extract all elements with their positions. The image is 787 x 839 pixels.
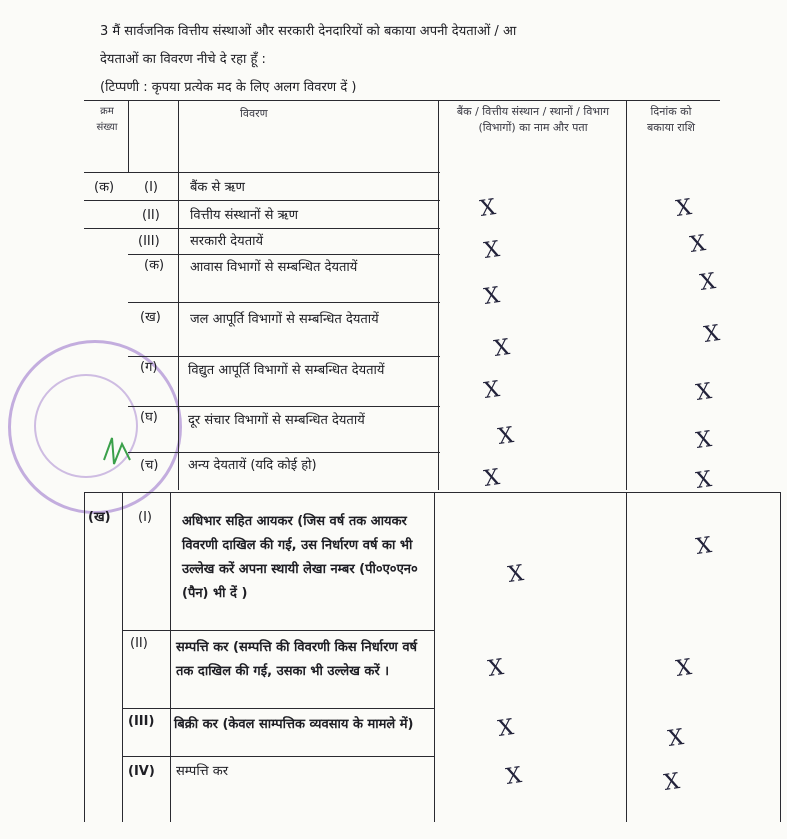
row-2-desc: वित्तीय संस्थानों से ऋण bbox=[190, 208, 298, 223]
intro-line-2: देयताओं का विवरण नीचे दे रहा हूँ : bbox=[100, 52, 266, 67]
row-9-bank-mark: X bbox=[506, 561, 526, 588]
row-12-desc: सम्पत्ति कर bbox=[176, 764, 229, 779]
row-11-desc: बिक्री कर (केवल साम्पत्तिक व्यवसाय के मामले में) bbox=[174, 717, 414, 732]
row-6-amount-mark: X bbox=[694, 379, 714, 406]
row-4-bank-mark: X bbox=[482, 283, 502, 310]
row-10-sub: (II) bbox=[130, 636, 148, 651]
row-11-bank-mark: X bbox=[496, 715, 516, 742]
row-3-desc: सरकारी देयतायें bbox=[190, 234, 264, 249]
row-1-amount-mark: X bbox=[674, 195, 694, 222]
row-2-sub: (II) bbox=[142, 208, 160, 223]
row-6-sub: (ग) bbox=[140, 360, 158, 375]
row-1-bank-mark: X bbox=[478, 195, 498, 222]
row-11-amount-mark: X bbox=[666, 725, 686, 752]
row-group-ka: (क) bbox=[94, 180, 115, 195]
row-5-sub: (ख) bbox=[140, 310, 161, 325]
row-8-desc: अन्य देयतायें (यदि कोई हो) bbox=[188, 458, 317, 473]
header-bank-institution: बैंक / वित्तीय संस्थान / स्थानों / विभाग (विभागों) का नाम और पता bbox=[456, 105, 610, 134]
row-1-sub: (I) bbox=[144, 180, 158, 195]
row-4-amount-mark: X bbox=[702, 321, 722, 348]
row-7-bank-mark: X bbox=[496, 423, 516, 450]
row-group-kha: (ख) bbox=[88, 510, 111, 525]
row-4-desc: आवास विभागों से सम्बन्धित देयतायें bbox=[190, 260, 358, 275]
row-12-bank-mark: X bbox=[504, 763, 524, 790]
header-serial-number: क्रम संख्या bbox=[96, 106, 118, 133]
row-7-desc: दूर संचार विभागों से सम्बन्धित देयतायें bbox=[188, 413, 365, 428]
row-3-amount-mark: X bbox=[698, 269, 718, 296]
intro-line-1: 3 मैं सार्वजनिक वित्तीय संस्थाओं और सरकारी देनदारियों को बकाया अपनी देयताओं / आ bbox=[100, 24, 517, 39]
row-9-sub: (I) bbox=[138, 510, 152, 525]
row-12-sub: (IV) bbox=[128, 764, 155, 779]
row-9-amount-mark: X bbox=[694, 533, 714, 560]
signature-mark bbox=[100, 430, 140, 470]
row-8-sub: (च) bbox=[140, 458, 159, 473]
intro-note: (टिप्पणी : कृपया प्रत्येक मद के लिए अलग विवरण दें ) bbox=[100, 80, 357, 95]
row-7-sub: (घ) bbox=[140, 410, 158, 425]
row-11-sub: (III) bbox=[128, 714, 155, 729]
row-5-bank-mark: X bbox=[492, 335, 512, 362]
row-10-amount-mark: X bbox=[674, 655, 694, 682]
row-10-bank-mark: X bbox=[486, 655, 506, 682]
row-1-desc: बैंक से ऋण bbox=[190, 180, 245, 195]
row-9-desc: अधिभार सहित आयकर (जिस वर्ष तक आयकर विवरणी दाखिल की गई, उस निर्धारण वर्ष का भी उल्लेख करें अपना स्थायी लेखा नम्बर (पी०ए०एन० (पैन) भी दें ) bbox=[182, 514, 418, 601]
row-10-desc: सम्पत्ति कर (सम्पत्ति की विवरणी किस निर्धारण वर्ष तक दाखिल की गई, उसका भी उल्लेख करें । bbox=[176, 640, 418, 679]
row-6-bank-mark: X bbox=[482, 377, 502, 404]
header-outstanding-amount: दिनांक को बकाया राशि bbox=[647, 105, 695, 134]
row-5-desc: जल आपूर्ति विभागों से सम्बन्धित देयतायें bbox=[190, 312, 379, 327]
row-3-sub: (III) bbox=[138, 234, 160, 249]
row-4-sub: (क) bbox=[144, 258, 165, 273]
row-8-amount-mark: X bbox=[694, 467, 714, 494]
row-3-bank-mark: X bbox=[482, 237, 502, 264]
row-12-amount-mark: X bbox=[662, 769, 682, 796]
row-7-amount-mark: X bbox=[694, 427, 714, 454]
row-6-desc: विद्युत आपूर्ति विभागों से सम्बन्धित देयतायें bbox=[188, 363, 385, 378]
row-2-amount-mark: X bbox=[688, 231, 708, 258]
row-8-bank-mark: X bbox=[482, 465, 502, 492]
header-details: विवरण bbox=[240, 107, 268, 120]
